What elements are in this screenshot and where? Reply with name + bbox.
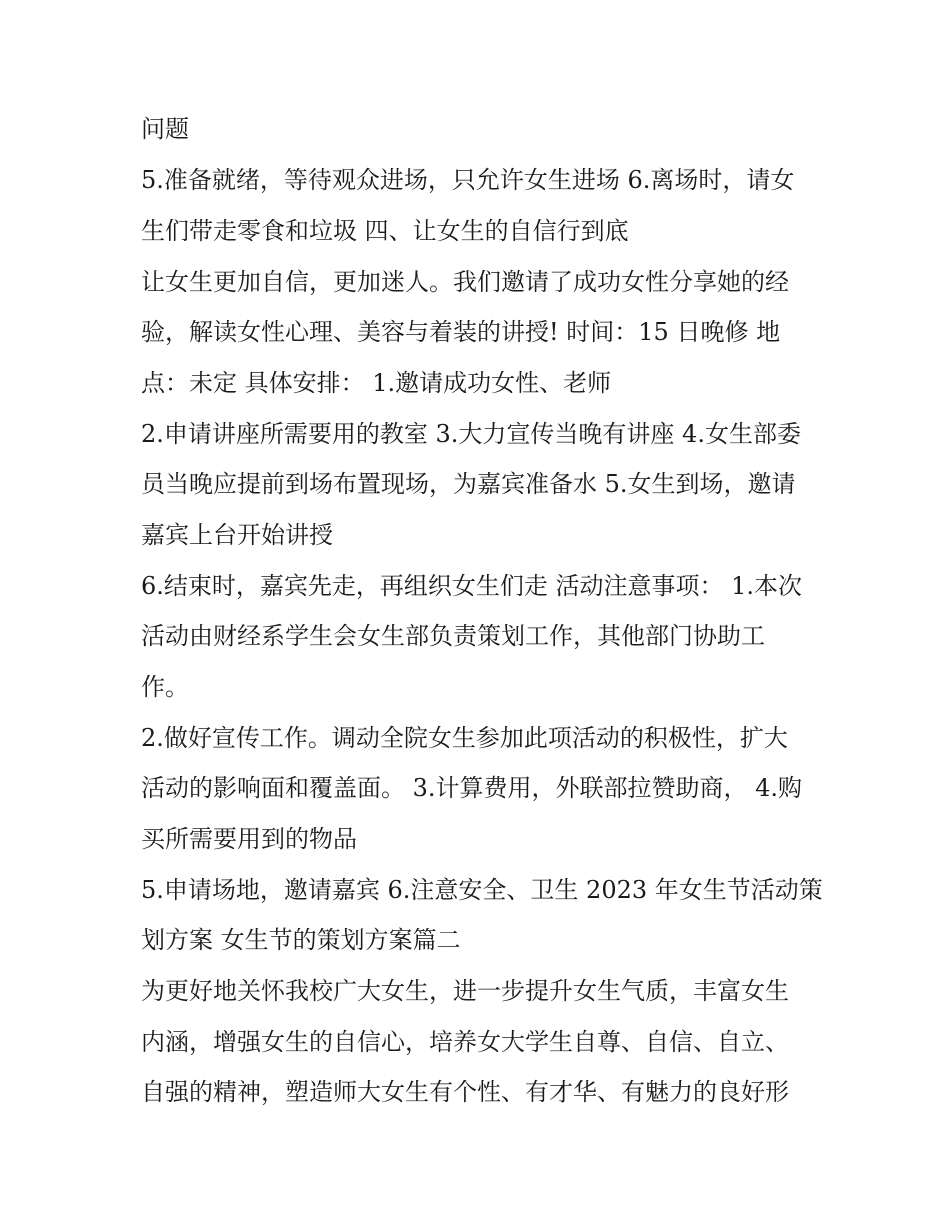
text-line: 点：未定 具体安排： 1.邀请成功女性、老师 [141, 369, 612, 397]
text-line: 嘉宾上台开始讲授 [141, 521, 333, 549]
text-line: 让女生更加自信，更加迷人。我们邀请了成功女性分享她的经 [141, 268, 789, 296]
text-line: 5.申请场地，邀请嘉宾 6.注意安全、卫生 2023 年女生节活动策 [141, 876, 823, 904]
text-line: 6.结束时，嘉宾先走，再组织女生们走 活动注意事项： 1.本次 [141, 572, 803, 600]
text-line: 为更好地关怀我校广大女生，进一步提升女生气质，丰富女生 [141, 977, 789, 1005]
text-line: 活动由财经系学生会女生部负责策划工作，其他部门协助工 [141, 622, 765, 650]
text-line: 员当晚应提前到场布置现场，为嘉宾准备水 5.女生到场，邀请 [141, 470, 796, 498]
text-line: 生们带走零食和垃圾 四、让女生的自信行到底 [141, 217, 629, 245]
text-line: 2.申请讲座所需要用的教室 3.大力宣传当晚有讲座 4.女生部委 [141, 420, 801, 448]
text-line: 5.准备就绪，等待观众进场，只允许女生进场 6.离场时，请女 [141, 166, 795, 194]
text-line: 划方案 女生节的策划方案篇二 [141, 926, 461, 954]
text-line: 自强的精神，塑造师大女生有个性、有才华、有魅力的良好形 [141, 1078, 789, 1106]
text-line: 作。 [141, 673, 189, 701]
text-line: 2.做好宣传工作。调动全院女生参加此项活动的积极性，扩大 [141, 724, 788, 752]
text-line: 活动的影响面和覆盖面。 3.计算费用，外联部拉赞助商， 4.购 [141, 774, 803, 802]
text-line: 验，解读女性心理、美容与着装的讲授! 时间：15 日晚修 地 [141, 318, 781, 346]
text-line: 问题 [141, 115, 189, 143]
text-line: 内涵，增强女生的自信心，培养女大学生自尊、自信、自立、 [141, 1028, 789, 1056]
text-line: 买所需要用到的物品 [141, 825, 357, 853]
